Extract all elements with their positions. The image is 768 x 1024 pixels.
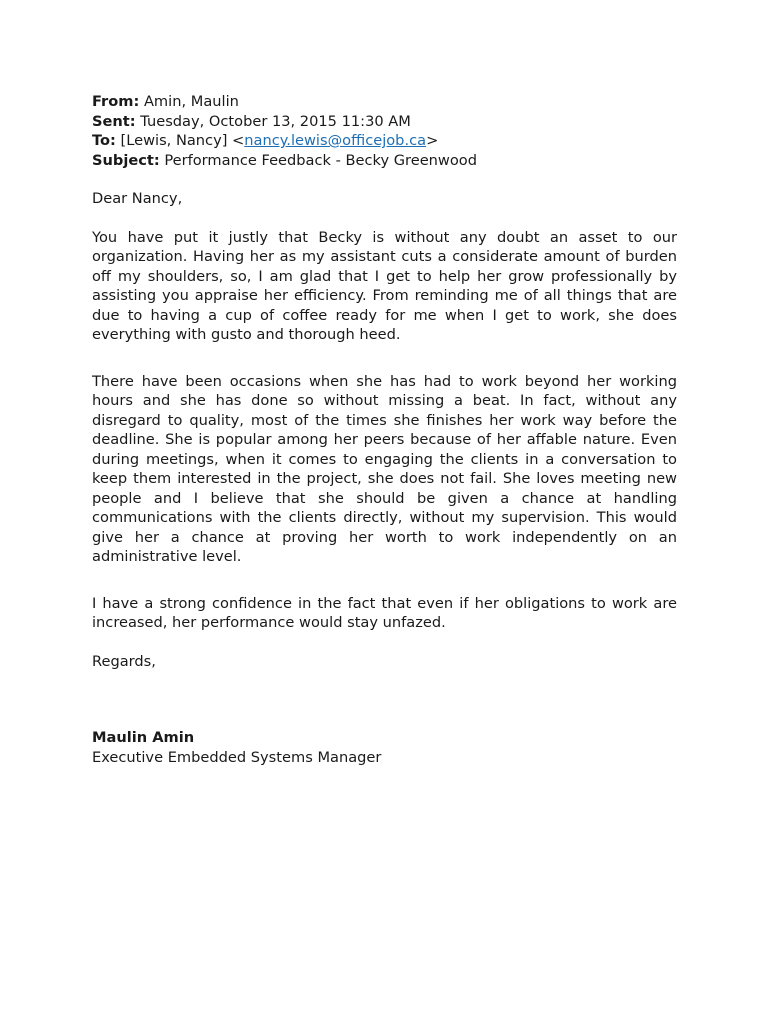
subject-line bbox=[92, 151, 677, 171]
body-paragraph-3: I have a strong confidence in the fact that even if her obligations to work are increased, her performance would stay unfazed. bbox=[92, 594, 677, 631]
from-value: Amin, Maulin bbox=[143, 93, 239, 110]
subject-value: Performance Feedback - Becky Greenwood bbox=[164, 151, 477, 169]
from-label: From: bbox=[92, 93, 140, 110]
body-paragraph-1: You have put it justly that Becky is without any doubt an asset to our organization. Having her as my assistant cuts a considerate amount of burden off my shoulders, so, I am glad that I get to help her grow professionally by assisting you appraise her efficiency. From reminding me of all things that are due to having a cup of coffee ready for me when I get to work, she does everything with gusto and thorough heed. bbox=[92, 228, 677, 343]
body-paragraph-2: There have been occasions when she has had to work beyond her working hours and she has done so without missing a beat. In fact, without any disregard to quality, most of the times she finishes her work way before the deadline. She is popular among her peers because of her affable nature. Even during meetings, when it comes to engaging the clients in a conversation to keep them interested in the project, she does not fail. She loves meeting new people and I believe that she should be given a chance at handling communications with the clients directly, without my supervision. This would give her a chance at proving her worth to work independently on an administrative level. bbox=[92, 372, 677, 565]
subject-label: Subject: bbox=[92, 151, 160, 169]
from-line bbox=[92, 92, 677, 112]
signature-title: Executive Embedded Systems Manager bbox=[92, 748, 382, 766]
closing: Regards, bbox=[92, 652, 156, 670]
recipient-email-link[interactable]: nancy.lewis@officejob.ca bbox=[244, 132, 427, 149]
salutation: Dear Nancy, bbox=[92, 190, 183, 207]
email-letter bbox=[92, 92, 677, 767]
sent-value: Tuesday, October 13, 2015 11:30 AM bbox=[140, 112, 411, 130]
to-line bbox=[92, 131, 677, 151]
to-name: [Lewis, Nancy] < bbox=[120, 132, 245, 149]
sent-label: Sent: bbox=[92, 112, 136, 130]
sent-line bbox=[92, 112, 677, 132]
signature-name: Maulin Amin bbox=[92, 729, 195, 746]
to-label: To: bbox=[92, 132, 116, 149]
to-close: > bbox=[426, 132, 439, 149]
